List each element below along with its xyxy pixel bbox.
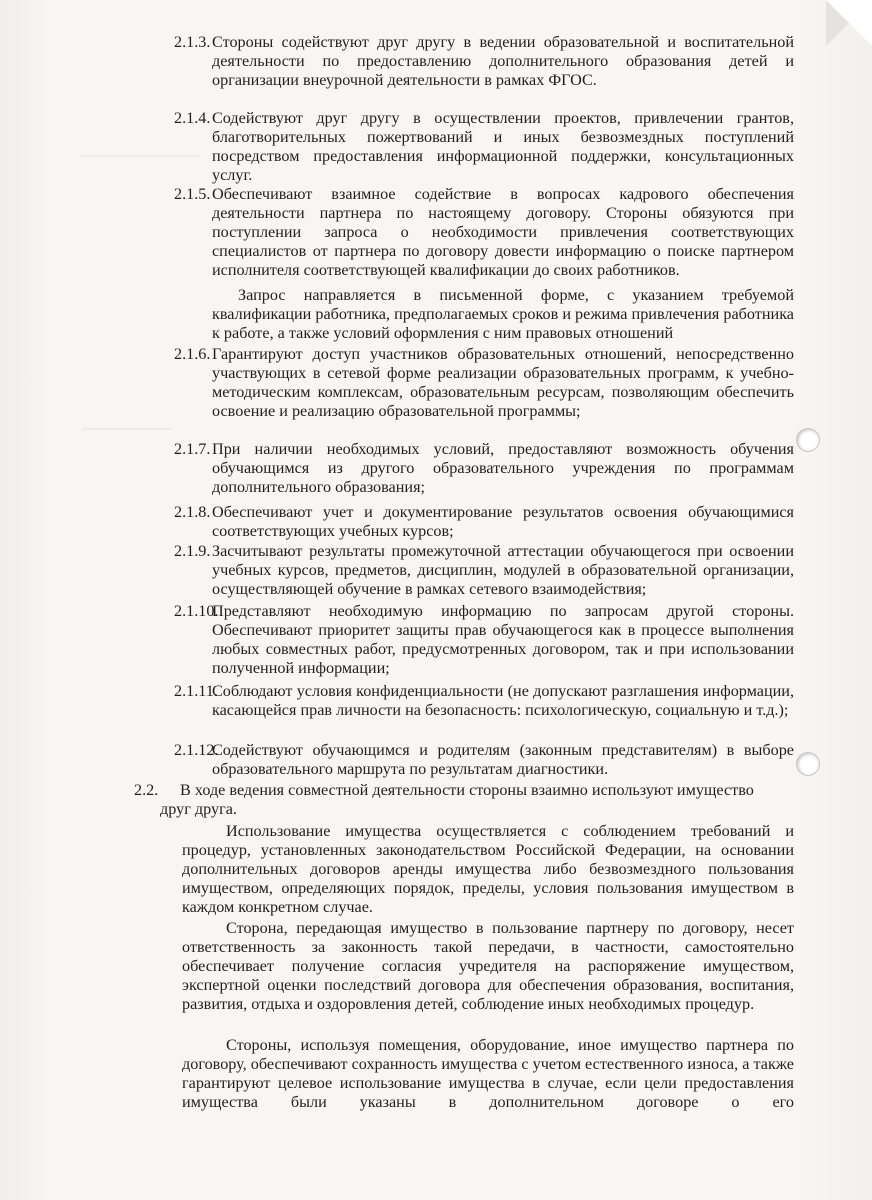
clause-text: При наличии необходимых условий, предоставляют возможность обучения обучающимся из другого образовательного учреждения по программам дополнительного образования;: [212, 440, 794, 496]
clause-number: 2.1.4.: [174, 109, 211, 127]
clause-2-1-4: [174, 109, 794, 185]
clause-text: Содействуют друг другу в осуществлении проектов, привлечении грантов, благотворительных пожертвований и иных безвозмездных поступлений посредством предоставления информационной поддержки, консультационных услуг.: [212, 109, 794, 184]
clause-2-1-5-request: Запрос направляется в письменной форме, с указанием требуемой квалификации работника, предполагаемых сроков и режима привлечения работника к работе, а также условий оформления с ним правовых отношений: [212, 286, 794, 342]
clause-2-1-5: [174, 185, 794, 280]
clause-text: Представляют необходимую информацию по запросам другой стороны. Обеспечивают приоритет защиты прав обучающегося как в процессе выполнения любых совместных работ, предусмотренных договором, так и при использовании полученной информации;: [212, 602, 794, 677]
clause-text: Содействуют обучающимся и родителям (законным представителям) в выборе образовательного маршрута по результатам диагностики.: [212, 741, 794, 778]
clause-2-1-7: [174, 440, 794, 497]
section-number: 2.2.: [134, 781, 159, 799]
section-2-2: [134, 781, 794, 819]
clause-text: Обеспечивают взаимное содействие в вопросах кадрового обеспечения деятельности партнера по настоящему договору. Стороны обязуются при поступлении запроса о необходимости привлечения соответствующих специалистов от партнера по договору довести информацию о поиске партнером исполнителя соответствующей квалификации до своих работников.: [212, 185, 794, 279]
clause-number: 2.1.7.: [174, 440, 211, 458]
clause-number: 2.1.3.: [174, 33, 211, 51]
clause-2-1-11: [174, 682, 794, 720]
section-line-2: друг друга.: [160, 800, 237, 818]
clause-number: 2.1.9.: [174, 542, 211, 560]
clause-2-1-6: [174, 345, 794, 421]
clause-2-1-10: [174, 602, 794, 678]
clause-number: 2.1.12.: [174, 741, 219, 759]
clause-2-1-8: [174, 503, 794, 541]
punch-hole-top: [796, 428, 820, 452]
clause-2-1-9: [174, 542, 794, 599]
paragraph-property-use: Использование имущества осуществляется с соблюдением требований и процедур, установленных законодательством Российской Федерации, на основании дополнительных договоров аренды имущества либо безвозмездного пользования имуществом, определяющих порядок, пределы, условия пользования имуществом в каждом конкретном случае.: [182, 822, 794, 916]
section-line-1: В ходе ведения совместной деятельности стороны взаимно используют имущество: [180, 781, 754, 799]
clause-number: 2.1.8.: [174, 503, 211, 521]
clause-text: Засчитывают результаты промежуточной аттестации обучающегося при освоении учебных курсов, предметов, дисциплин, модулей в образовательной организации, осуществляющей обучение в рамках сетевого взаимодействия;: [212, 542, 794, 598]
clause-number: 2.1.6.: [174, 345, 211, 363]
punch-hole-bottom: [796, 752, 820, 776]
clause-number: 2.1.10.: [174, 602, 219, 620]
clause-text: Стороны содействуют друг другу в ведении образовательной и воспитательной деятельности по предоставлению дополнительного образования детей и организации внеурочной деятельности в рамках ФГОС.: [212, 33, 794, 89]
clause-text: Соблюдают условия конфиденциальности (не допускают разглашения информации, касающейся прав личности на безопасность: психологическую, социальную и т.д.);: [212, 682, 794, 719]
paragraph-property-safety: Стороны, используя помещения, оборудование, иное имущество партнера по договору, обеспечивают сохранность имущества с учетом естественного износа, а также гарантируют целевое использование имущества в случае, если цели предоставления имущества были указаны в дополнительном договоре о его: [182, 1036, 794, 1111]
clause-text: Гарантируют доступ участников образовательных отношений, непосредственно участвующих в сетевой форме реализации образовательных программ, к учебно-методическим комплексам, образовательным ресурсам, позволяющим обеспечить освоение и реализацию образовательной программы;: [212, 345, 794, 420]
clause-number: 2.1.5.: [174, 185, 211, 203]
clause-2-1-12: [174, 741, 794, 779]
folded-corner-highlight: [826, 0, 872, 46]
paragraph-transfer-responsibility: Сторона, передающая имущество в пользование партнеру по договору, несет ответственность за законность такой передачи, в частности, самостоятельно обеспечивает получение согласия учредителя на распоряжение имуществом, экспертной оценки последствий договора для обеспечения образования, воспитания, развития, отдыха и оздоровления детей, соблюдение иных необходимых процедур.: [182, 919, 794, 1013]
clause-number: 2.1.11.: [174, 682, 218, 700]
scan-artifact: [82, 428, 172, 430]
clause-2-1-3: [174, 33, 794, 90]
clause-text: Обеспечивают учет и документирование результатов освоения обучающимися соответствующих учебных курсов;: [212, 503, 794, 540]
